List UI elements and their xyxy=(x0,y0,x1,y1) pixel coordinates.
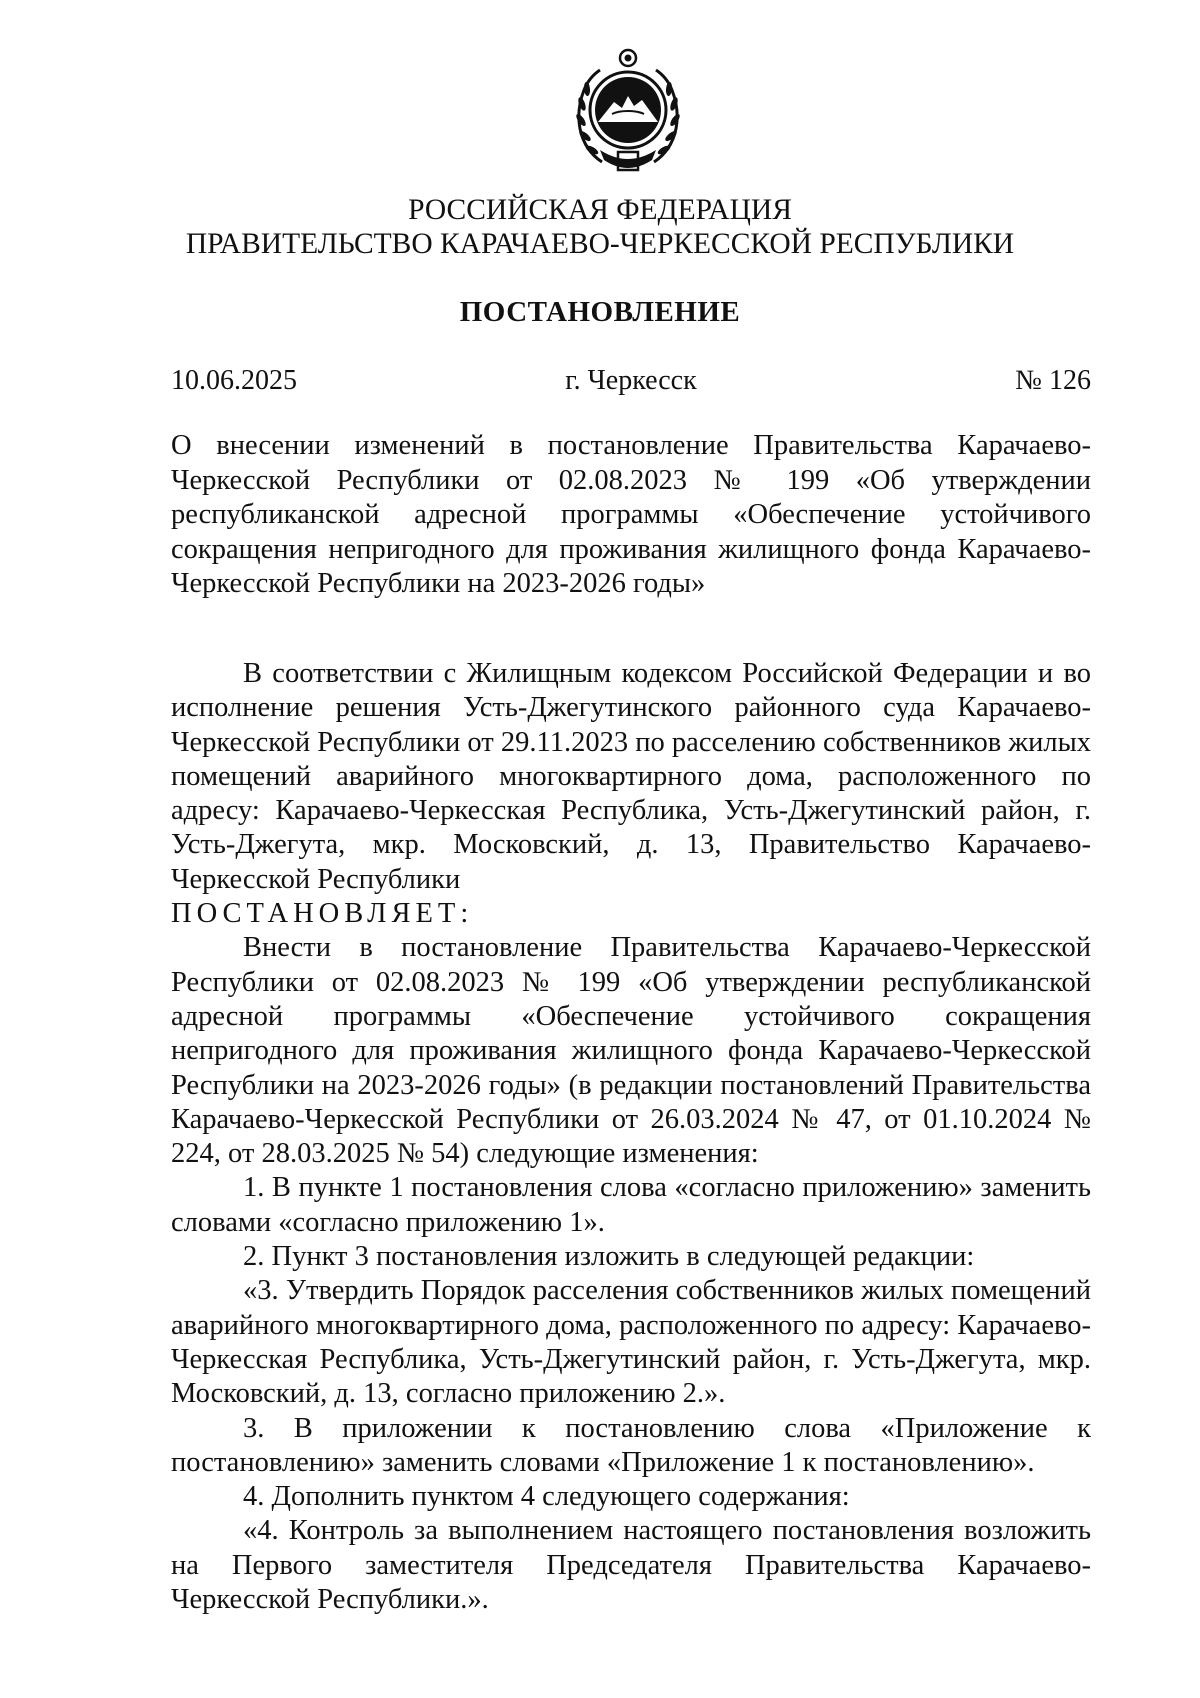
document-header xyxy=(0,193,1200,261)
document-number: № 126 xyxy=(1015,365,1091,396)
preamble-paragraph: В соответствии с Жилищным кодексом Российской Федерации и во исполнение решения Усть-Джегутинского районного суда Карачаево-Черкесской Республики от 29.11.2023 по расселению собственников жилых помещений аварийного многоквартирного дома, расположенного по адресу: Карачаево-Черкесская Республика, Усть-Джегутинский район, г. Усть-Джегута, мкр. Московский, д. 13, Правительство Карачаево-Черкесской Республики xyxy=(171,658,1091,895)
document-date: 10.06.2025 xyxy=(171,365,297,396)
header-government: ПРАВИТЕЛЬСТВО КАРАЧАЕВО-ЧЕРКЕССКОЙ РЕСПУБЛИКИ xyxy=(185,228,1015,260)
document-subject: О внесении изменений в постановление Правительства Карачаево-Черкесской Республики от 02.08.2023 № 199 «Об утверждении республиканской адресной программы «Обеспечение устойчивого сокращения непригодного для проживания жилищного фонда Карачаево-Черкесской Республики на 2023-2026 годы» xyxy=(171,430,1091,599)
coat-of-arms-emblem xyxy=(572,44,684,176)
resolves-heading: ПОСТАНОВЛЯЕТ: xyxy=(171,898,474,930)
item-2-text-paragraph: «3. Утвердить Порядок расселения собственников жилых помещений аварийного многоквартирного дома, расположенного по адресу: Карачаево-Черкесская Республика, Усть-Джегутинский район, г. Усть-Джегута, мкр. Московский, д. 13, согласно приложению 2.». xyxy=(171,1275,1091,1410)
document-city: г. Черкесск xyxy=(565,365,697,396)
document-body xyxy=(171,657,1091,1617)
item-4-text-paragraph: «4. Контроль за выполнением настоящего постановления возложить на Первого заместителя Председателя Правительства Карачаево-Черкесской Республики.». xyxy=(171,1515,1091,1616)
item-4-paragraph: 4. Дополнить пунктом 4 следующего содержания: xyxy=(243,1481,850,1513)
item-2-paragraph: 2. Пункт 3 постановления изложить в следующей редакции: xyxy=(243,1241,975,1273)
item-3-paragraph: 3. В приложении к постановлению слова «Приложение к постановлению» заменить словами «Приложение 1 к постановлению». xyxy=(171,1412,1091,1478)
item-1-paragraph: 1. В пункте 1 постановления слова «согласно приложению» заменить словами «согласно приложению 1». xyxy=(171,1172,1091,1238)
header-country: РОССИЙСКАЯ ФЕДЕРАЦИЯ xyxy=(408,194,792,226)
intro-paragraph: Внести в постановление Правительства Карачаево-Черкесской Республики от 02.08.2023 № 199 «Об утверждении республиканской адресной программы «Обеспечение устойчивого сокращения непригодного для проживания жилищного фонда Карачаево-Черкесской Республики на 2023-2026 годы» (в редакции постановлений Правительства Карачаево-Черкесской Республики от 26.03.2024 № 47, от 01.10.2024 № 224, от 28.03.2025 № 54) следующие изменения: xyxy=(171,932,1091,1170)
document-meta-row xyxy=(171,365,1091,401)
document-type-title: ПОСТАНОВЛЕНИЕ xyxy=(459,296,741,328)
